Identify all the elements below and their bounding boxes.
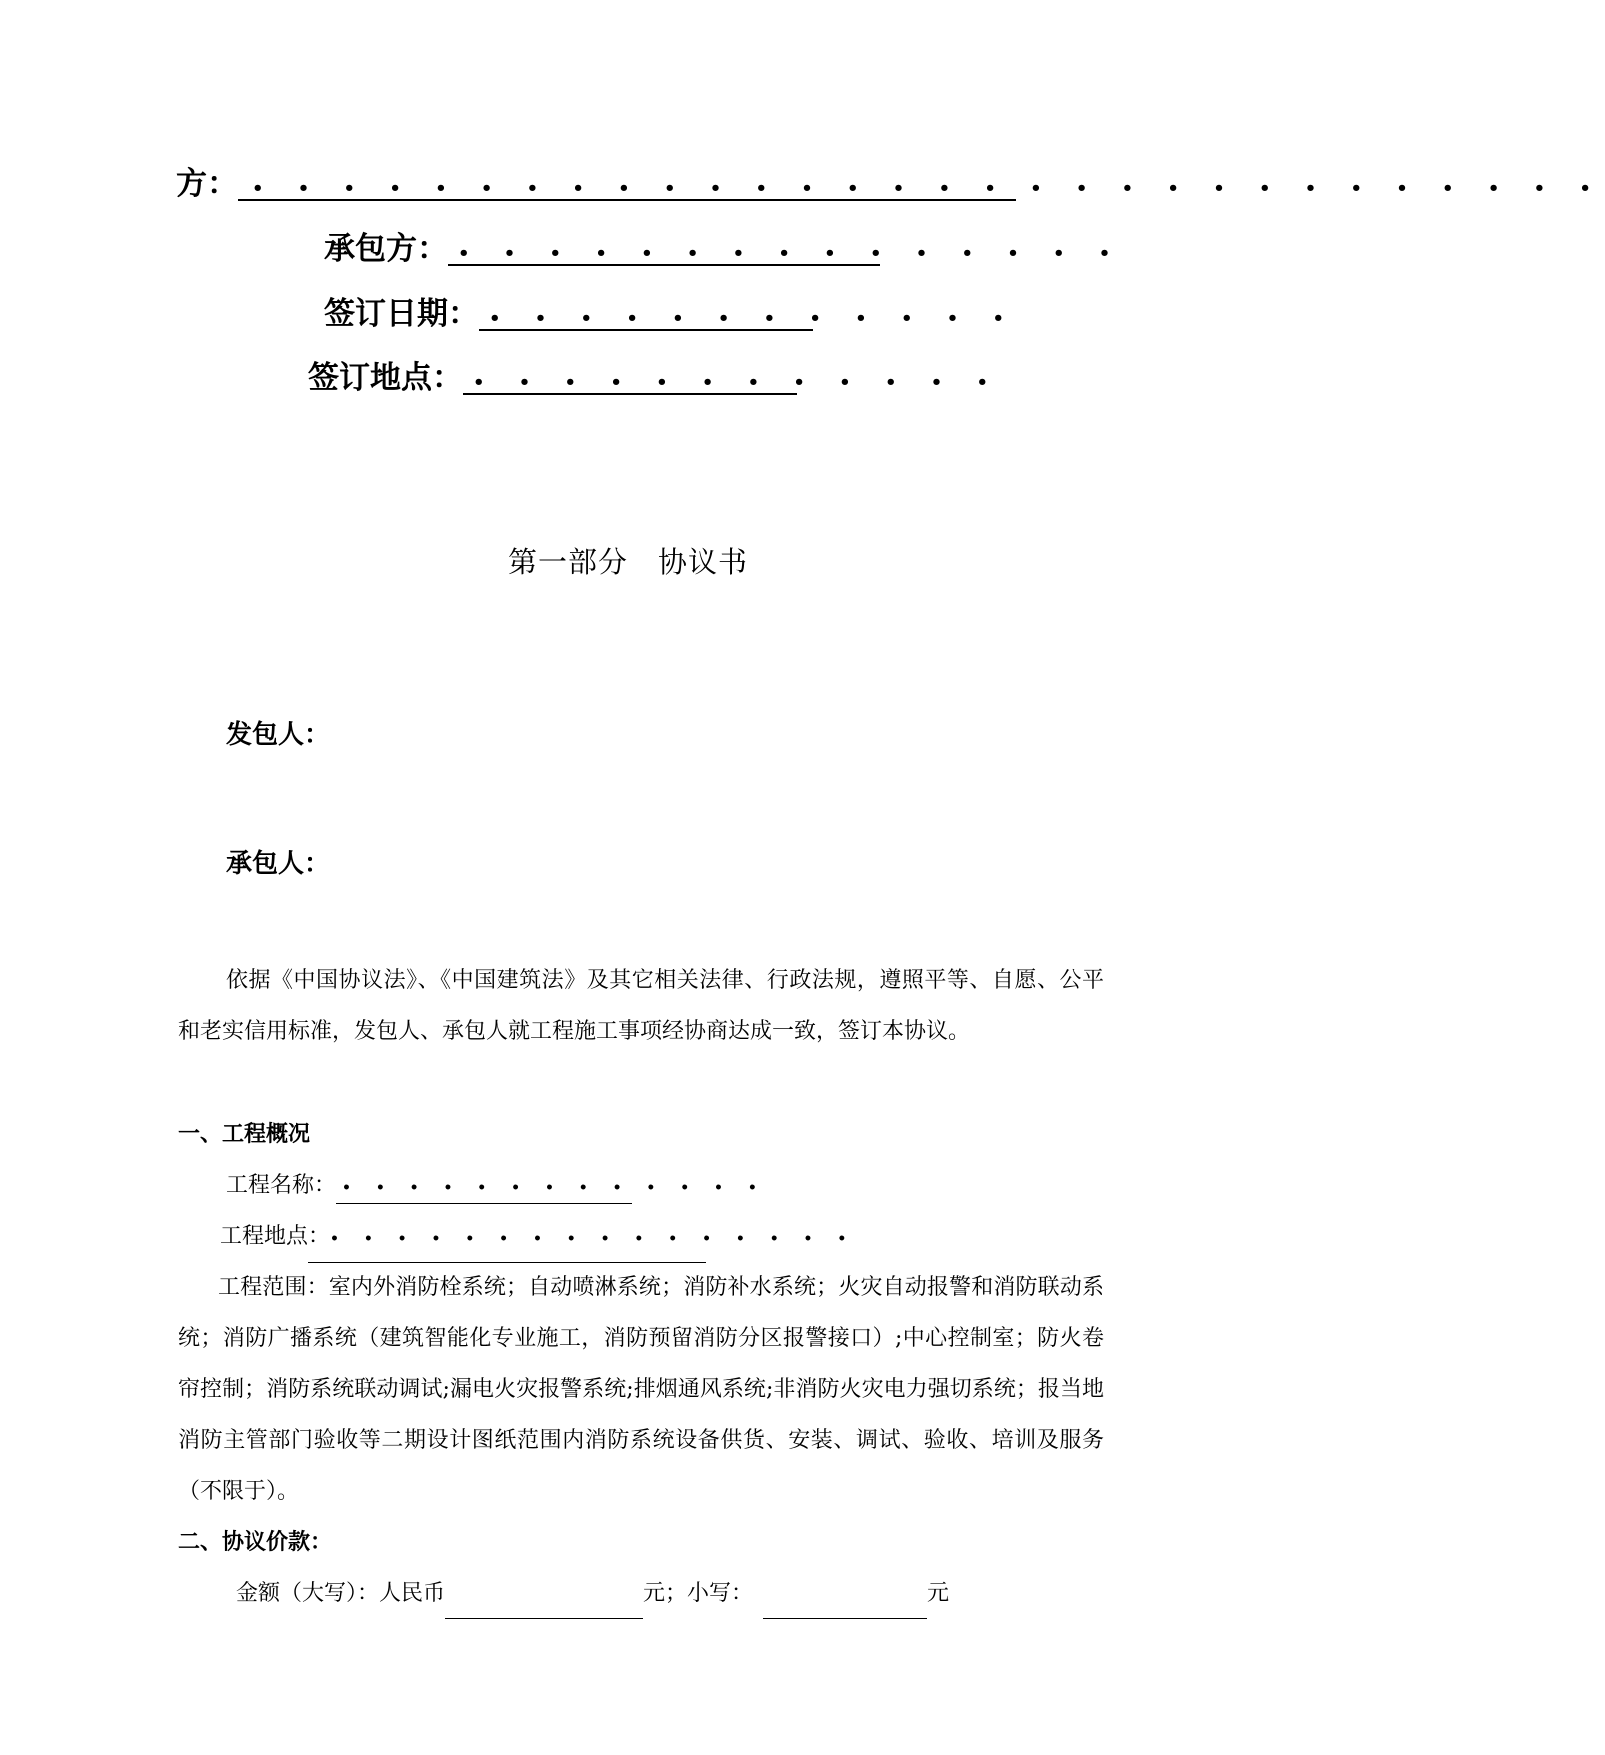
header-line-1-label: 方： [176, 166, 238, 202]
employer-label: 发包人： [226, 720, 331, 750]
contractor-party-line [324, 223, 1125, 268]
project-place-line [220, 1211, 857, 1263]
contractor-party-field: • • • • • • • • • • • • • • • [448, 243, 880, 266]
project-place-colon: ： [308, 1224, 331, 1249]
sign-place-field: • • • • • • • • • • • • [463, 372, 797, 395]
project-name-line [226, 1160, 767, 1211]
project-name-label: 工程名称： [226, 1173, 337, 1198]
sign-place-line [308, 352, 1002, 397]
sign-place-label: 签订地点： [308, 360, 463, 396]
intro-paragraph: 依据《中国协议法》、《中国建筑法》及其它相关法律、行政法规，遵照平等、自愿、公平和老实信用标准，发包人、承包人就工程施工事项经协商达成一致，签订本协议。 [178, 968, 1104, 1044]
project-scope-paragraph: 工程范围：室内外消防栓系统；自动喷淋系统；消防补水系统；火灾自动报警和消防联动系统；消防广播系统（建筑智能化专业施工，消防预留消防分区报警接口）;中心控制室；防火卷帘控制；消防系统联动调试;漏电火灾报警系统;排烟通风系统;非消防火灾电力强切系统；报当地消防主管部门验收等二期设计图纸范围内消防系统设备供货、安装、调试、验收、培训及服务（不限于）。 [178, 1275, 1104, 1504]
header-line-1-field: • • • • • • • • • • • • • • • • • • • • • • • • • • • • • • [238, 178, 1016, 201]
section-2-heading: 二、协议价款： [178, 1529, 333, 1555]
section-1-heading: 一、工程概况 [178, 1121, 311, 1147]
sign-date-field: • • • • • • • • • • • • [479, 308, 813, 331]
project-place-label: 工程地点 [220, 1224, 309, 1249]
project-place-field: • • • • • • • • • • • • • • • • [330, 1231, 857, 1247]
project-name-field: • • • • • • • • • • • • • [336, 1173, 632, 1204]
sign-date-line [324, 288, 1018, 333]
amount-lowercase-label: 元；小写： [643, 1581, 754, 1606]
contractor-party-label: 承包方： [324, 231, 448, 267]
sign-date-label: 签订日期： [324, 296, 479, 332]
contractor-label: 承包人： [226, 849, 331, 879]
yuan-unit: 元 [927, 1581, 950, 1606]
section-title: 第一部分 协议书 [508, 545, 749, 579]
amount-lowercase-blank [763, 1594, 927, 1619]
amount-uppercase-label: 金额（大写）：人民币 [236, 1581, 446, 1606]
header-line-1 [176, 158, 1605, 203]
price-line [236, 1568, 949, 1619]
amount-uppercase-blank [445, 1594, 643, 1619]
